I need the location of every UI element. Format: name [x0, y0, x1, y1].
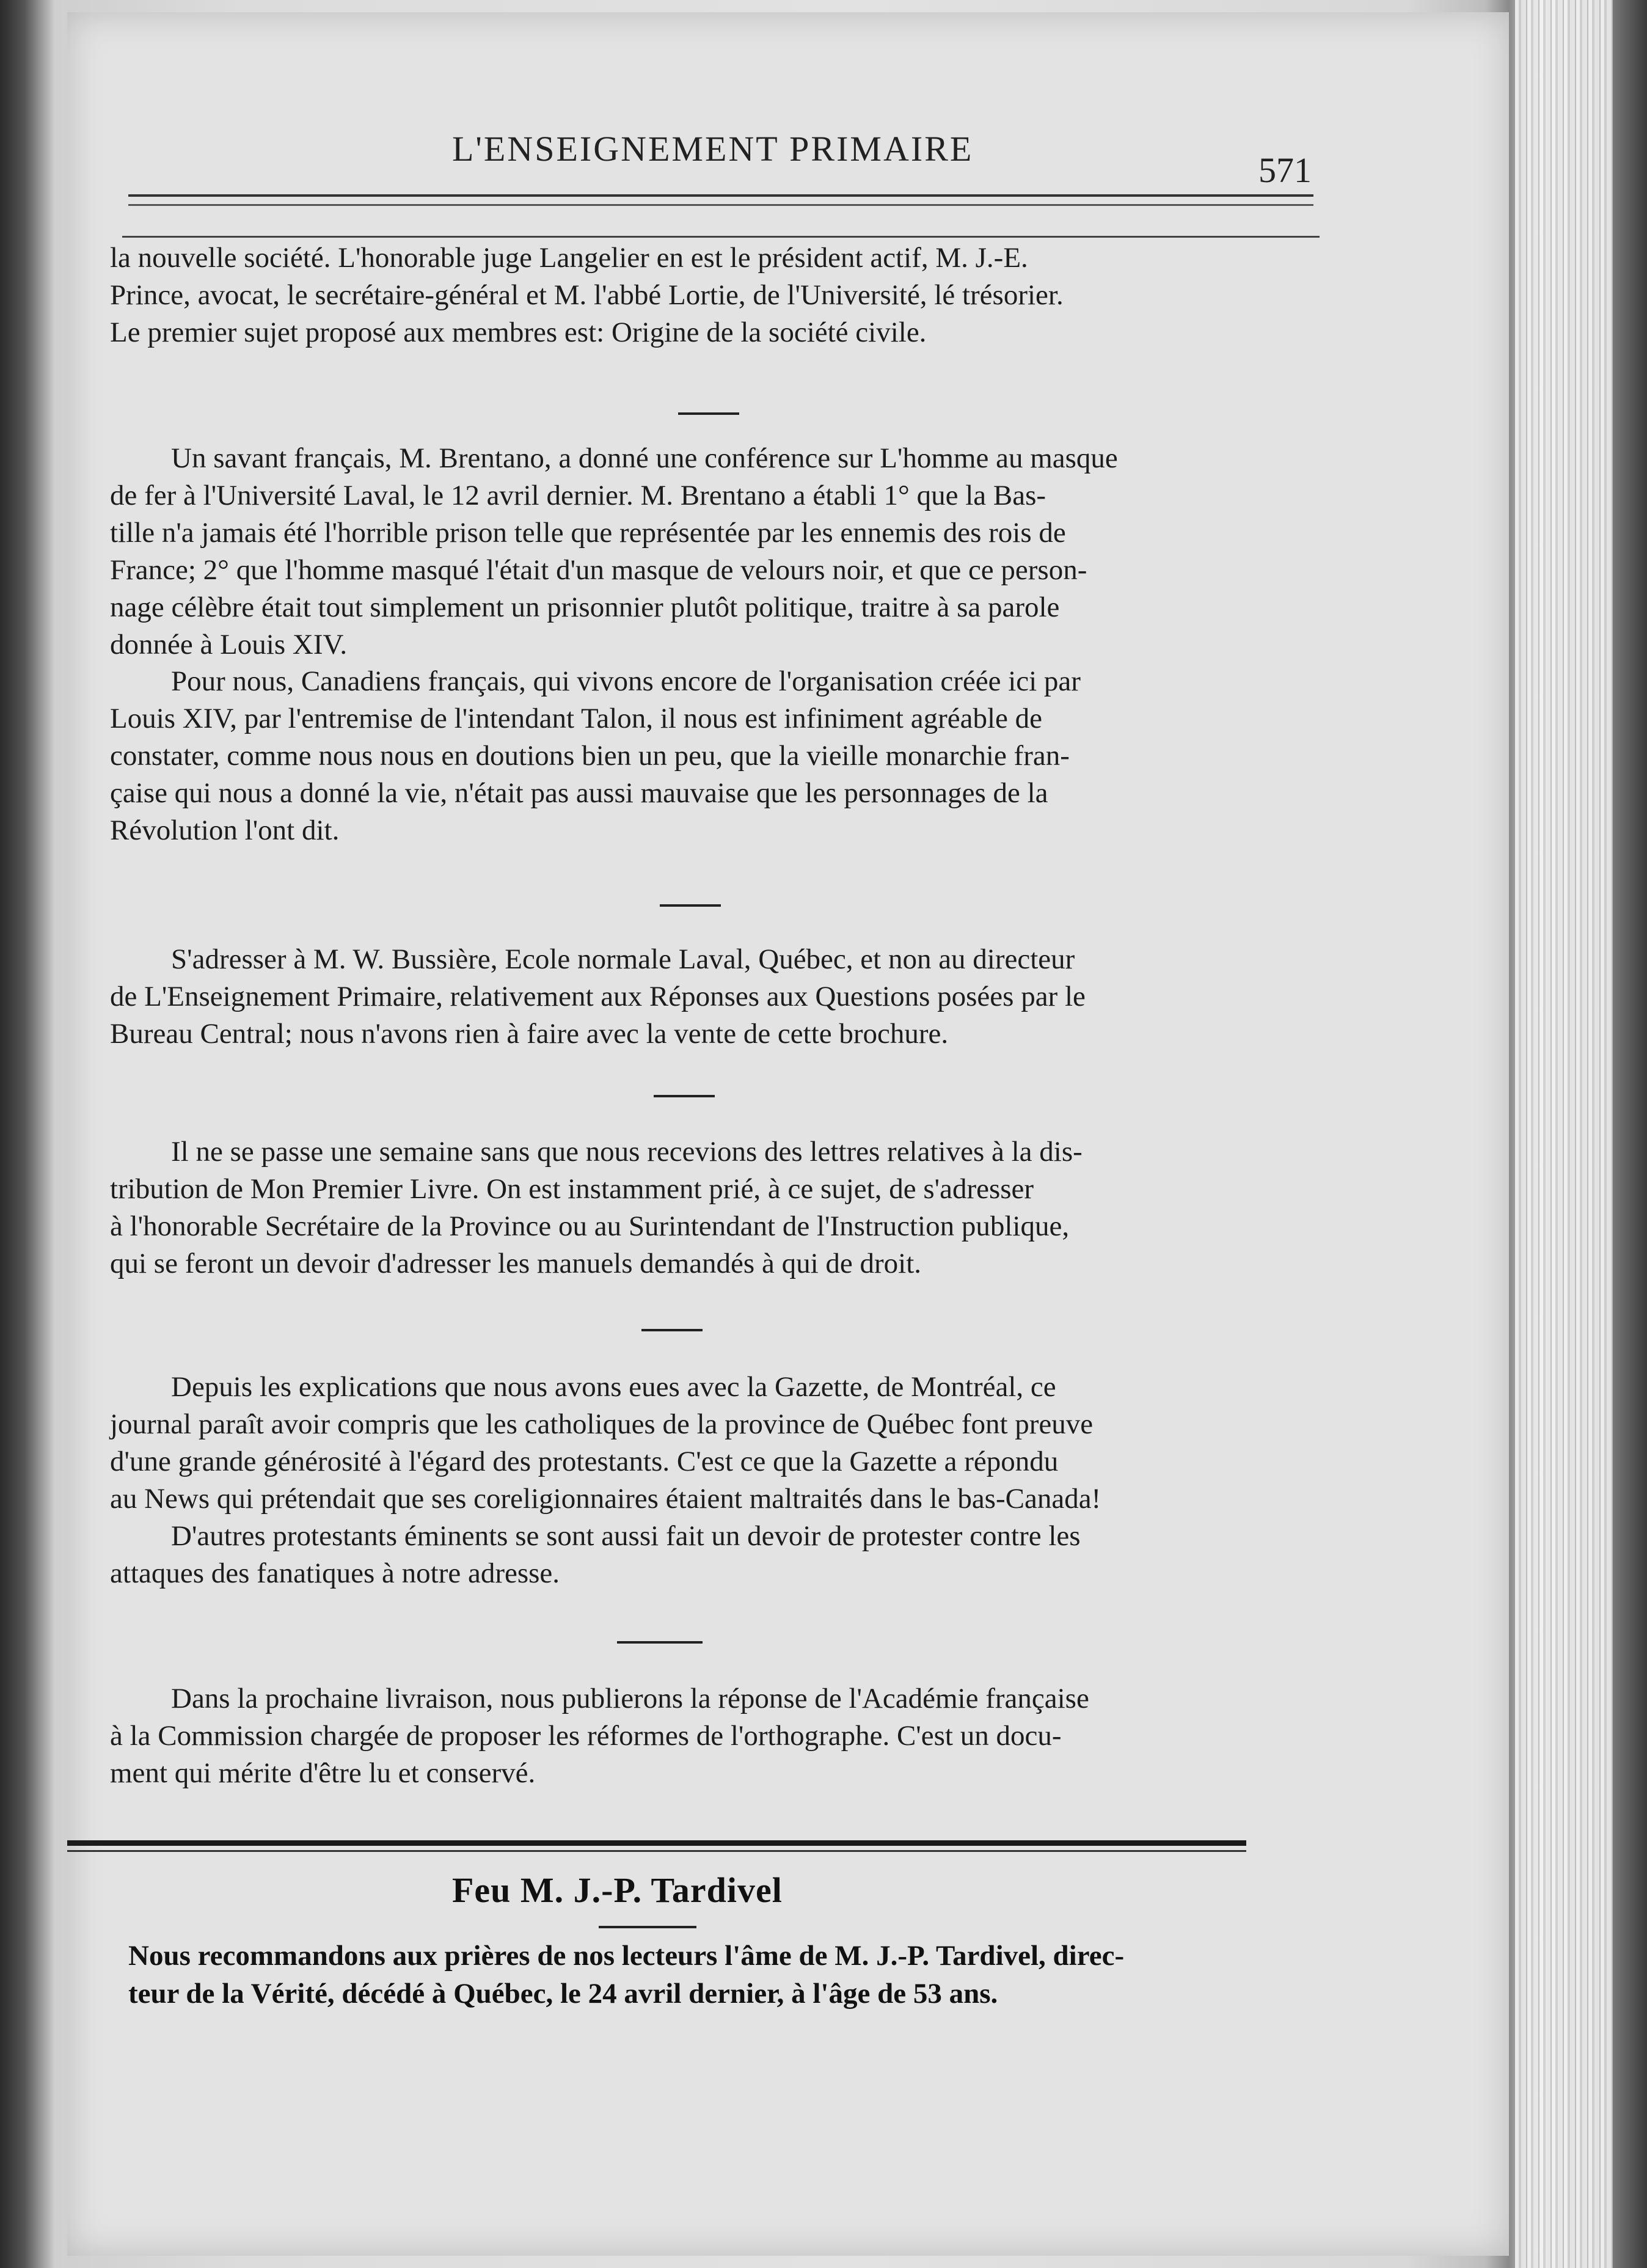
text-line: Prince, avocat, le secrétaire-général et M. l'abbé Lortie, de l'Université, lé trésorier.: [110, 279, 1064, 311]
header-rule-secondary: [128, 204, 1313, 206]
text-line: S'adresser à M. W. Bussière, Ecole normale Laval, Québec, et non au directeur: [171, 943, 1075, 975]
text-line: de L'Enseignement Primaire, relativement aux Réponses aux Questions posées par le: [110, 981, 1086, 1012]
obituary-rule: [67, 1840, 1246, 1846]
text-line: Le premier sujet proposé aux membres est: Origine de la société civile.: [110, 316, 927, 348]
text-line: Nous recommandons aux prières de nos lecteurs l'âme de M. J.-P. Tardivel, direc-: [128, 1940, 1125, 1972]
section-separator: [654, 1095, 715, 1097]
paragraph-canadiens: [110, 663, 1295, 849]
paragraph-protestants: [110, 1518, 1295, 1592]
text-line: attaques des fanatiques à notre adresse.: [110, 1557, 560, 1589]
text-line: D'autres protestants éminents se sont aussi fait un devoir de protester contre les: [171, 1520, 1081, 1552]
text-line: Il ne se passe une semaine sans que nous recevions des lettres relatives à la dis-: [171, 1136, 1083, 1168]
text-line: ment qui mérite d'être lu et conservé.: [110, 1757, 536, 1789]
text-line: tille n'a jamais été l'horrible prison telle que représentée par les ennemis des rois de: [110, 517, 1066, 549]
paragraph-bussiere: [110, 941, 1295, 1053]
text-line: Révolution l'ont dit.: [110, 814, 340, 846]
text-line: au News qui prétendait que ses coreligionnaires étaient maltraités dans le bas-Canada!: [110, 1483, 1101, 1515]
page-number: 571: [1258, 150, 1312, 190]
text-line: constater, comme nous nous en doutions bien un peu, que la vieille monarchie fran-: [110, 740, 1070, 772]
text-line: France; 2° que l'homme masqué l'était d'un masque de velours noir, et que ce person-: [110, 554, 1087, 586]
text-line: Pour nous, Canadiens français, qui vivons encore de l'organisation créée ici par: [171, 665, 1081, 697]
header-rule: [128, 194, 1313, 197]
paragraph-gazette: [110, 1369, 1295, 1518]
header-rule-lower: [122, 236, 1320, 238]
section-separator: [617, 1641, 703, 1644]
text-line: çaise qui nous a donné la vie, n'était pas aussi mauvaise que les personnages de la: [110, 777, 1048, 809]
obituary-text: [116, 1937, 1252, 2013]
text-line: à la Commission chargée de proposer les réformes de l'orthographe. C'est un docu-: [110, 1720, 1062, 1752]
text-line: tribution de Mon Premier Livre. On est instamment prié, à ce sujet, de s'adresser: [110, 1173, 1034, 1205]
text-line: la nouvelle société. L'honorable juge Langelier en est le président actif, M. J.-E.: [110, 242, 1028, 274]
paragraph-societe: [110, 240, 1295, 351]
paragraph-academie: [110, 1680, 1295, 1792]
running-title: L'ENSEIGNEMENT PRIMAIRE: [452, 129, 974, 169]
book-cover-edge: [1613, 0, 1647, 2268]
obituary-title: Feu M. J.-P. Tardivel: [452, 1870, 783, 1910]
text-line: nage célèbre était tout simplement un prisonnier plutôt politique, traitre à sa parole: [110, 591, 1060, 623]
text-line: de fer à l'Université Laval, le 12 avril dernier. M. Brentano a établi 1° que la Bas-: [110, 480, 1046, 511]
section-separator: [660, 904, 721, 907]
obituary-separator: [599, 1926, 696, 1928]
text-line: Dans la prochaine livraison, nous publierons la réponse de l'Académie française: [171, 1683, 1089, 1714]
text-line: d'une grande générosité à l'égard des protestants. C'est ce que la Gazette a répondu: [110, 1446, 1059, 1477]
text-line: qui se feront un devoir d'adresser les manuels demandés à qui de droit.: [110, 1248, 922, 1279]
section-separator: [641, 1329, 703, 1331]
section-separator: [678, 412, 739, 415]
text-line: Bureau Central; nous n'avons rien à faire avec la vente de cette brochure.: [110, 1018, 949, 1050]
text-line: Depuis les explications que nous avons eues avec la Gazette, de Montréal, ce: [171, 1371, 1056, 1403]
text-line: à l'honorable Secrétaire de la Province ou au Surintendant de l'Instruction publique,: [110, 1210, 1070, 1242]
obituary-rule-thin: [67, 1850, 1246, 1852]
text-line: Un savant français, M. Brentano, a donné une conférence sur L'homme au masque: [171, 442, 1118, 474]
text-line: Louis XIV, par l'entremise de l'intendant Talon, il nous est infiniment agréable de: [110, 703, 1042, 734]
text-line: teur de la Vérité, décédé à Québec, le 24 avril dernier, à l'âge de 53 ans.: [128, 1978, 998, 2010]
text-line: donnée à Louis XIV.: [110, 629, 348, 660]
page-edges: [1515, 0, 1613, 2268]
text-line: journal paraît avoir compris que les catholiques de la province de Québec font preuve: [110, 1408, 1094, 1440]
paragraph-brentano: [110, 440, 1295, 664]
paragraph-premier-livre: [110, 1133, 1295, 1282]
